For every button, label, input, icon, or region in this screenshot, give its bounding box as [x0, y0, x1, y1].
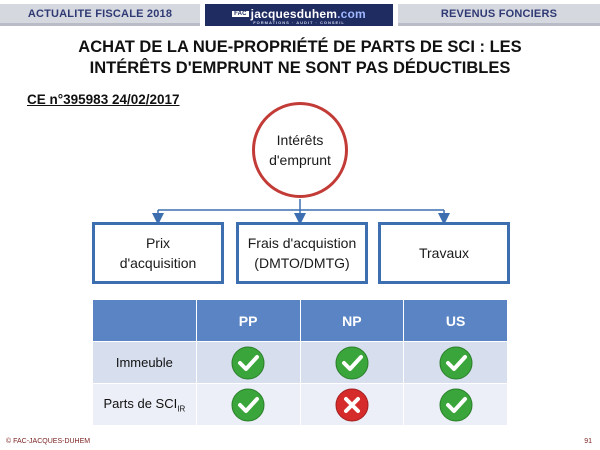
child-node-prix-line1: Prix [145, 235, 171, 251]
case-reference: CE n°395983 24/02/2017 [27, 92, 180, 107]
table-cell [196, 342, 300, 384]
check-icon [230, 387, 266, 423]
root-node-interets[interactable] [252, 102, 348, 198]
table-cell [404, 384, 508, 426]
check-icon [334, 345, 370, 381]
check-icon [438, 345, 474, 381]
table-header-row [93, 300, 508, 342]
table-row [93, 342, 508, 384]
row-label-immeuble-text: Immeuble [115, 355, 173, 370]
top-banner [0, 4, 600, 26]
row-label-parts-sci-sub: IR [177, 404, 186, 414]
table-header-us: US [404, 300, 508, 342]
header-tab-revenus-label: REVENUS FONCIERS [440, 7, 558, 20]
brand-logo-name-domain: .com [337, 6, 366, 21]
header-tab-revenus[interactable] [398, 4, 600, 26]
child-node-frais[interactable] [236, 222, 368, 284]
slide-title [40, 37, 560, 79]
table-cell [196, 384, 300, 426]
table-cell [300, 384, 404, 426]
brand-logo-row [232, 7, 366, 21]
check-icon [230, 345, 266, 381]
root-node-line1: Intérêts [276, 132, 324, 148]
table-header-pp: PP [196, 300, 300, 342]
table-header-corner [93, 300, 197, 342]
deductibility-table [92, 299, 508, 426]
footer-copyright: © FAC-JACQUES-DUHEM [6, 438, 91, 445]
root-node-line2: d'emprunt [269, 152, 331, 168]
child-node-travaux[interactable] [378, 222, 510, 284]
brand-logo-tagline: FORMATIONS · AUDIT · CONSEIL [253, 19, 345, 25]
table-row [93, 384, 508, 426]
brand-logo-fac: FAC [234, 10, 247, 17]
cross-icon [334, 387, 370, 423]
header-tab-actualite-label: ACTUALITE FISCALE 2018 [27, 7, 173, 20]
row-label-parts-sci [93, 384, 197, 426]
footer-page-number: 91 [584, 438, 592, 445]
check-icon [438, 387, 474, 423]
child-node-prix[interactable] [92, 222, 224, 284]
child-node-prix-line2: d'acquisition [119, 255, 197, 271]
slide-title-line1: ACHAT DE LA NUE-PROPRIÉTÉ DE PARTS DE SCI : LES [78, 38, 522, 56]
table-cell [404, 342, 508, 384]
table-cell [300, 342, 404, 384]
slide-title-line2: INTÉRÊTS D'EMPRUNT NE SONT PAS DÉDUCTIBLES [89, 59, 511, 77]
child-node-frais-line1: Frais d'acquistion [247, 235, 357, 251]
row-label-immeuble [93, 342, 197, 384]
header-tab-actualite[interactable] [0, 4, 200, 26]
child-node-travaux-line1: Travaux [418, 245, 470, 261]
row-label-parts-sci-text: Parts de SCI [103, 395, 178, 411]
brand-logo-name-main: jacquesduhem [250, 6, 338, 21]
brand-logo-name [251, 7, 366, 21]
brand-logo[interactable] [205, 4, 393, 26]
child-node-frais-line2: (DMTO/DMTG) [254, 255, 350, 271]
table-header-np: NP [300, 300, 404, 342]
